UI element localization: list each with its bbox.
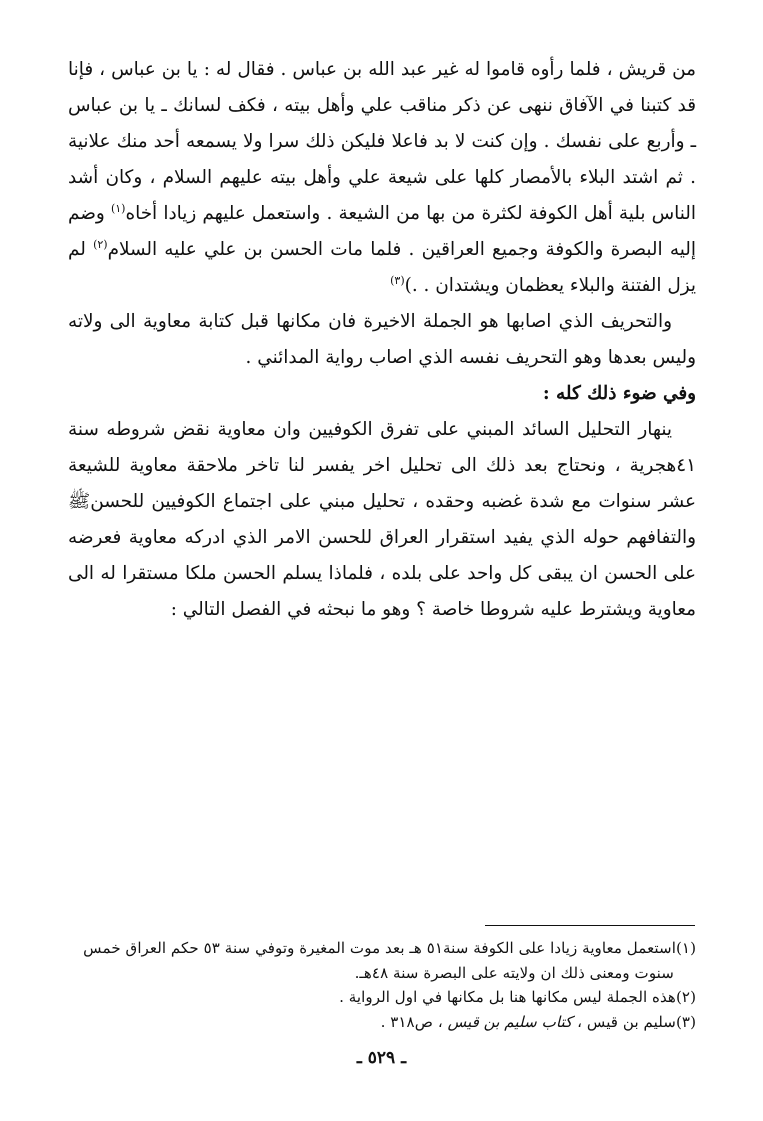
footnotes-section — [68, 936, 696, 1034]
quote-paragraph — [68, 52, 696, 304]
footnote-text: سليم بن قيس ، — [577, 1012, 676, 1031]
analysis-paragraph — [68, 412, 696, 628]
quote-line: أشد الناس بلية أهل الكوفة لكثرة من بها من الشيعة . واستعمل عليهم زيادا أخاه — [68, 167, 696, 224]
quote-line: وضم إليه البصرة والكوفة وجميع العراقين . فلما مات الحسن بن علي عليه السلام — [68, 203, 696, 260]
footnote-text: استعمل معاوية زيادا على الكوفة سنة٥١ هـ بعد موت المغيرة وتوفي سنة ٥٣ حكم العراق خمس — [83, 939, 676, 957]
quote-line: ـ وأربع على نفسك . وإن كنت لا بد فاعلا فليكن ذلك سرا ولا يسمعه أحد منك — [116, 131, 696, 152]
quote-line: من قريش ، فلما رأوه قاموا له غير عبد الله بن عباس . فقال له : يا بن عباس ، فإنا — [68, 59, 696, 80]
analysis-text-b: والتفافهم حوله الذي يفيد استقرار العراق للحسن الامر الذي ادركه معاوية فعرضه على الحسن ان يبقى كل واحد على بلده ، فلماذا يسلم الحسن ملكا مستقرا له الى معاوية ويشترط عليه شروطا خاصة ؟ وهو ما نبحثه في الفصل التالي : — [68, 527, 696, 620]
distortion-paragraph: والتحريف الذي اصابها هو الجملة الاخيرة فان مكانها قبل كتابة معاوية الى ولاته وليس بعدها وهو التحريف نفسه الذي اصاب رواية المدائني . — [68, 311, 696, 368]
honorific-glyph: ﷺ — [68, 491, 91, 512]
footnote-marker-1[interactable]: (١) — [110, 201, 126, 215]
footnote-3 — [68, 1010, 696, 1035]
quote-line: علانية . ثم اشتد البلاء بالأمصار كلها على شيعة علي وأهل بيته عليهم السلام ، وكان — [68, 131, 696, 188]
footnote-marker: (١) — [675, 939, 696, 957]
analysis-text-a: ينهار التحليل السائد المبني على تفرق الكوفيين وان معاوية نقض شروطه سنة ٤١هجرية ، ونحتاج بعد ذلك الى تحليل اخر يفسر لنا تاخر ملاحقة معاوية للشيعة عشر سنوات مع شدة غضبه وحقده ، تحليل مبني على اجتماع الكوفيين للحسن — [68, 419, 696, 512]
footnote-marker: (٣) — [675, 1012, 696, 1031]
footnote-2 — [68, 985, 696, 1010]
footnote-marker-2[interactable]: (٢) — [93, 237, 108, 251]
footnote-continuation: سنوت ومعنى ذلك ان ولايته على البصرة سنة ٤٨هـ. — [354, 963, 674, 982]
footnote-marker-3[interactable]: (٣) — [390, 273, 405, 287]
book-title: كتاب سليم بن قيس — [447, 1012, 573, 1031]
footnote-1 — [68, 936, 696, 985]
footnote-marker: (٢) — [675, 988, 696, 1006]
section-heading: وفي ضوء ذلك كله : — [542, 383, 696, 404]
footnote-divider — [485, 925, 695, 926]
quote-line: لم يزل الفتنة والبلاء يعظمان ويشتدان . .) — [68, 239, 696, 296]
footnote-text-tail: ، ص٣١٨ . — [380, 1012, 443, 1031]
page-number: ـ ٥٢٩ ـ — [356, 1048, 407, 1068]
quote-line: قد كتبنا في الآفاق ننهى عن ذكر مناقب علي وأهل بيته ، فكف لسانك ـ يا بن عباس — [68, 95, 696, 116]
footnote-text: هذه الجملة ليس مكانها هنا بل مكانها في اول الرواية . — [339, 988, 676, 1006]
main-text — [68, 52, 696, 628]
